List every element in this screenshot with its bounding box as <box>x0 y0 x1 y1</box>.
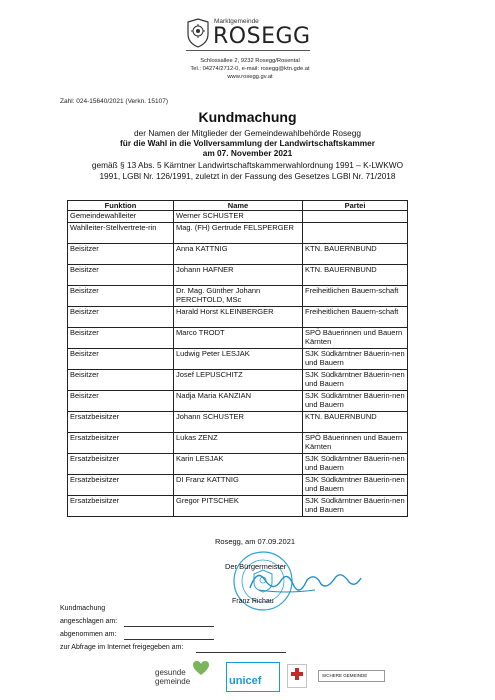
cell-funktion: Ersatzbeisitzer <box>68 496 174 517</box>
internet-field[interactable] <box>196 652 286 653</box>
table-row <box>68 349 408 370</box>
table-row <box>68 211 408 223</box>
cell-funktion: Beisitzer <box>68 265 174 286</box>
cell-partei: SJK Südkärntner Bäuerin-nen und Bauern <box>303 496 408 517</box>
cell-funktion: Beisitzer <box>68 349 174 370</box>
table-row <box>68 496 408 517</box>
table-row <box>68 244 408 265</box>
sichere-gemeinde-badge <box>318 670 385 682</box>
cell-funktion: Wahlleiter-Stellvertrete-rin <box>68 223 174 244</box>
footer-kundmachung-label: Kundmachung <box>60 605 106 612</box>
handwritten-signature-icon <box>245 560 365 600</box>
legal-line-2: 1991, LGBl Nr. 126/1991, zuletzt in der Fassung des Gesetzes LGBl Nr. 71/2018 <box>99 171 396 181</box>
place-date: Rosegg, am 07.09.2021 <box>215 537 296 546</box>
table-row <box>68 412 408 433</box>
column-header-funktion: Funktion <box>68 201 174 211</box>
table-row <box>68 286 408 307</box>
column-header-partei: Partei <box>303 201 408 211</box>
cell-partei: SJK Südkärntner Bäuerin-nen und Bauern <box>303 370 408 391</box>
table-row <box>68 454 408 475</box>
cell-funktion: Beisitzer <box>68 307 174 328</box>
table-row <box>68 328 408 349</box>
website-link[interactable]: www.rosegg.gv.at <box>227 74 273 80</box>
rosegg-emblem-icon <box>185 18 211 48</box>
cell-name: Johann HAFNER <box>174 265 303 286</box>
table-header-row <box>68 201 408 211</box>
cell-funktion: Beisitzer <box>68 286 174 307</box>
members-table <box>67 200 408 517</box>
gesunde-gemeinde-logo <box>155 668 190 686</box>
cell-partei: SJK Südkärntner Bäuerin-nen und Bauern <box>303 349 408 370</box>
intro-line-2: für die Wahl in die Vollversammlung der Landwirtschaftskammer <box>120 138 375 148</box>
internet-label: zur Abfrage im Internet freigegeben am: <box>60 644 184 651</box>
cell-name: Josef LEPUSCHITZ <box>174 370 303 391</box>
cell-funktion: Ersatzbeisitzer <box>68 475 174 496</box>
abgenommen-field[interactable] <box>124 639 214 640</box>
column-header-name: Name <box>174 201 303 211</box>
logo-gemeinde-text: gemeinde <box>155 677 191 686</box>
sichere-gemeinde-text: SICHERE GEMEINDE <box>322 673 368 678</box>
cell-name: DI Franz KATTNIG <box>174 475 303 496</box>
brand-underline <box>186 50 310 51</box>
cell-funktion: Ersatzbeisitzer <box>68 454 174 475</box>
angeschlagen-field[interactable] <box>124 626 214 627</box>
cell-funktion: Gemeindewahlleiter <box>68 211 174 223</box>
cell-partei: KTN. BAUERNBUND <box>303 412 408 433</box>
brand-subtitle: Marktgemeinde <box>214 18 259 25</box>
cell-partei: SJK Südkärntner Bäuerin-nen und Bauern <box>303 391 408 412</box>
table-row <box>68 370 408 391</box>
cell-name: Ludwig Peter LESJAK <box>174 349 303 370</box>
cell-name: Werner SCHUSTER <box>174 211 303 223</box>
address-line-2: Tel.: 04274/2712-0, e-mail: rosegg@ktn.gde.at <box>190 66 310 72</box>
cell-name: Anna KATTNIG <box>174 244 303 265</box>
abgenommen-label: abgenommen am: <box>60 631 117 638</box>
intro-line-1: der Namen der Mitglieder der Gemeindewahlbehörde Rosegg <box>134 128 361 138</box>
reference-number: Zahl: 024-15640/2021 (Verkn. 15107) <box>60 98 169 105</box>
heart-icon <box>192 660 210 676</box>
cell-partei <box>303 211 408 223</box>
cell-partei <box>303 223 408 244</box>
cell-name: Karin LESJAK <box>174 454 303 475</box>
cell-name: Gregor PITSCHEK <box>174 496 303 517</box>
cell-name: Mag. (FH) Gertrude FELSPERGER <box>174 223 303 244</box>
cell-funktion: Ersatzbeisitzer <box>68 412 174 433</box>
unicef-badge <box>226 662 280 692</box>
cell-name: Lukas ZENZ <box>174 433 303 454</box>
table-row <box>68 475 408 496</box>
table-row <box>68 433 408 454</box>
logo-gesunde-text: gesunde <box>155 668 186 677</box>
brand-name: ROSEGG <box>213 24 311 49</box>
cell-partei: SPÖ Bäuerinnen und Bauern Kärnten <box>303 328 408 349</box>
cell-partei: KTN. BAUERNBUND <box>303 244 408 265</box>
intro-line-3: am 07. November 2021 <box>202 148 293 158</box>
cell-partei: Freiheitlichen Bauern-schaft <box>303 307 408 328</box>
signer-role: Der Bürgermeister <box>225 562 287 571</box>
cell-partei: SJK Südkärntner Bäuerin-nen und Bauern <box>303 454 408 475</box>
cell-partei: SJK Südkärntner Bäuerin-nen und Bauern <box>303 475 408 496</box>
unicef-logo-text: unicef <box>229 675 262 687</box>
address-line-1: Schlossallee 2, 9232 Rosegg/Rosental <box>200 58 300 64</box>
cell-partei: SPÖ Bäuerinnen und Bauern Kärnten <box>303 433 408 454</box>
angeschlagen-label: angeschlagen am: <box>60 618 118 625</box>
cell-partei: Freiheitlichen Bauern-schaft <box>303 286 408 307</box>
cell-name: Johann SCHUSTER <box>174 412 303 433</box>
table-row <box>68 307 408 328</box>
table-row <box>68 391 408 412</box>
table-row <box>68 223 408 244</box>
cell-name: Nadja Maria KANZIAN <box>174 391 303 412</box>
cross-emblem-icon <box>287 664 307 688</box>
table-row <box>68 265 408 286</box>
cell-name: Dr. Mag. Günther Johann PERCHTOLD, MSc <box>174 286 303 307</box>
cell-name: Marco TRODT <box>174 328 303 349</box>
cell-funktion: Beisitzer <box>68 391 174 412</box>
cell-funktion: Ersatzbeisitzer <box>68 433 174 454</box>
cell-funktion: Beisitzer <box>68 370 174 391</box>
cell-funktion: Beisitzer <box>68 328 174 349</box>
page-title: Kundmachung <box>198 109 297 125</box>
cell-funktion: Beisitzer <box>68 244 174 265</box>
cell-name: Harald Horst KLEINBERGER <box>174 307 303 328</box>
cell-partei: KTN. BAUERNBUND <box>303 265 408 286</box>
legal-line-1: gemäß § 13 Abs. 5 Kärntner Landwirtschaftskammerwahlordnung 1991 – K-LWKWO <box>91 160 404 170</box>
signer-name: Franz Richau <box>232 598 274 605</box>
